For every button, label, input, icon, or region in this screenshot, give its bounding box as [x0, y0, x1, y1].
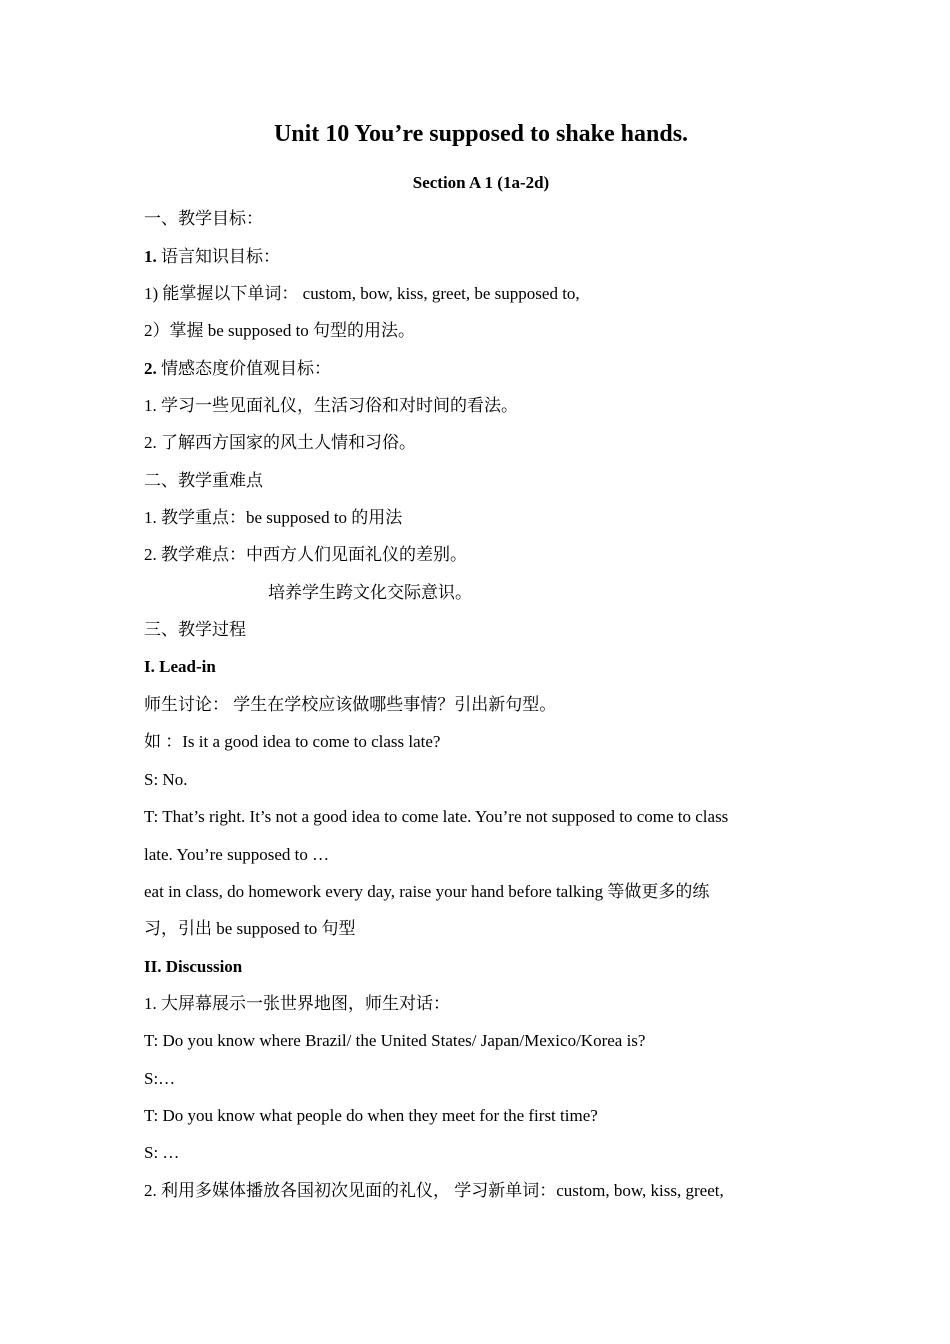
heading-discussion: II. Discussion — [144, 957, 243, 976]
objective-1-heading — [144, 245, 280, 269]
discussion-item-1: 1. 大屏幕展示一张世界地图，师生对话： — [144, 994, 450, 1013]
document-title: Unit 10 You’re supposed to shake hands. — [273, 121, 689, 147]
objective-2-number: 2. — [144, 359, 157, 378]
discussion-item-2: 2. 利用多媒体播放各国初次见面的礼仪， 学习新单词：custom, bow, kiss, greet, — [144, 1181, 724, 1200]
objective-1-label: 语言知识目标： — [161, 247, 280, 266]
lead-in-practice: eat in class, do homework every day, raise your hand before talking 等做更多的练 — [144, 882, 710, 901]
heading-lead-in: I. Lead-in — [144, 657, 216, 676]
discussion-student-reply-2: S: … — [144, 1143, 180, 1162]
objective-1-number: 1. — [144, 247, 157, 266]
attitude-item-1: 1. 学习一些见面礼仪，生活习俗和对时间的看法。 — [144, 396, 518, 415]
discussion-teacher-question-1: T: Do you know where Brazil/ the United States/ Japan/Mexico/Korea is? — [144, 1031, 646, 1050]
heading-teaching-objectives: 一、教学目标： — [144, 209, 263, 228]
attitude-item-2: 2. 了解西方国家的风土人情和习俗。 — [144, 433, 416, 452]
objective-2-heading — [144, 357, 331, 381]
section-subtitle: Section A 1 (1a-2d) — [412, 173, 550, 192]
lead-in-student-reply: S: No. — [144, 770, 188, 789]
vocabulary-line: 1) 能掌握以下单词： custom, bow, kiss, greet, be supposed to, — [144, 284, 580, 303]
heading-teaching-process: 三、教学过程 — [144, 620, 246, 639]
heading-key-points: 二、教学重难点 — [144, 471, 263, 490]
discussion-teacher-question-2: T: Do you know what people do when they meet for the first time? — [144, 1106, 598, 1125]
discussion-student-reply-1: S:… — [144, 1069, 176, 1088]
lead-in-practice-continued: 习，引出 be supposed to 句型 — [144, 919, 356, 938]
lead-in-example: 如 ：Is it a good idea to come to class late? — [144, 732, 441, 751]
lead-in-discussion: 师生讨论： 学生在学校应该做哪些事情？引出新句型。 — [144, 695, 557, 714]
difficulty-line-continued: 培养学生跨文化交际意识。 — [268, 583, 472, 602]
objective-2-label: 情感态度价值观目标： — [161, 359, 331, 378]
key-point-line: 1. 教学重点：be supposed to 的用法 — [144, 508, 403, 527]
lead-in-teacher-line-continued: late. You’re supposed to … — [144, 845, 330, 864]
lead-in-teacher-line: T: That’s right. It’s not a good idea to come late. You’re not supposed to come to class — [144, 807, 729, 826]
difficulty-line: 2. 教学难点：中西方人们见面礼仪的差别。 — [144, 545, 467, 564]
grammar-line: 2）掌握 be supposed to 句型的用法。 — [144, 321, 416, 340]
